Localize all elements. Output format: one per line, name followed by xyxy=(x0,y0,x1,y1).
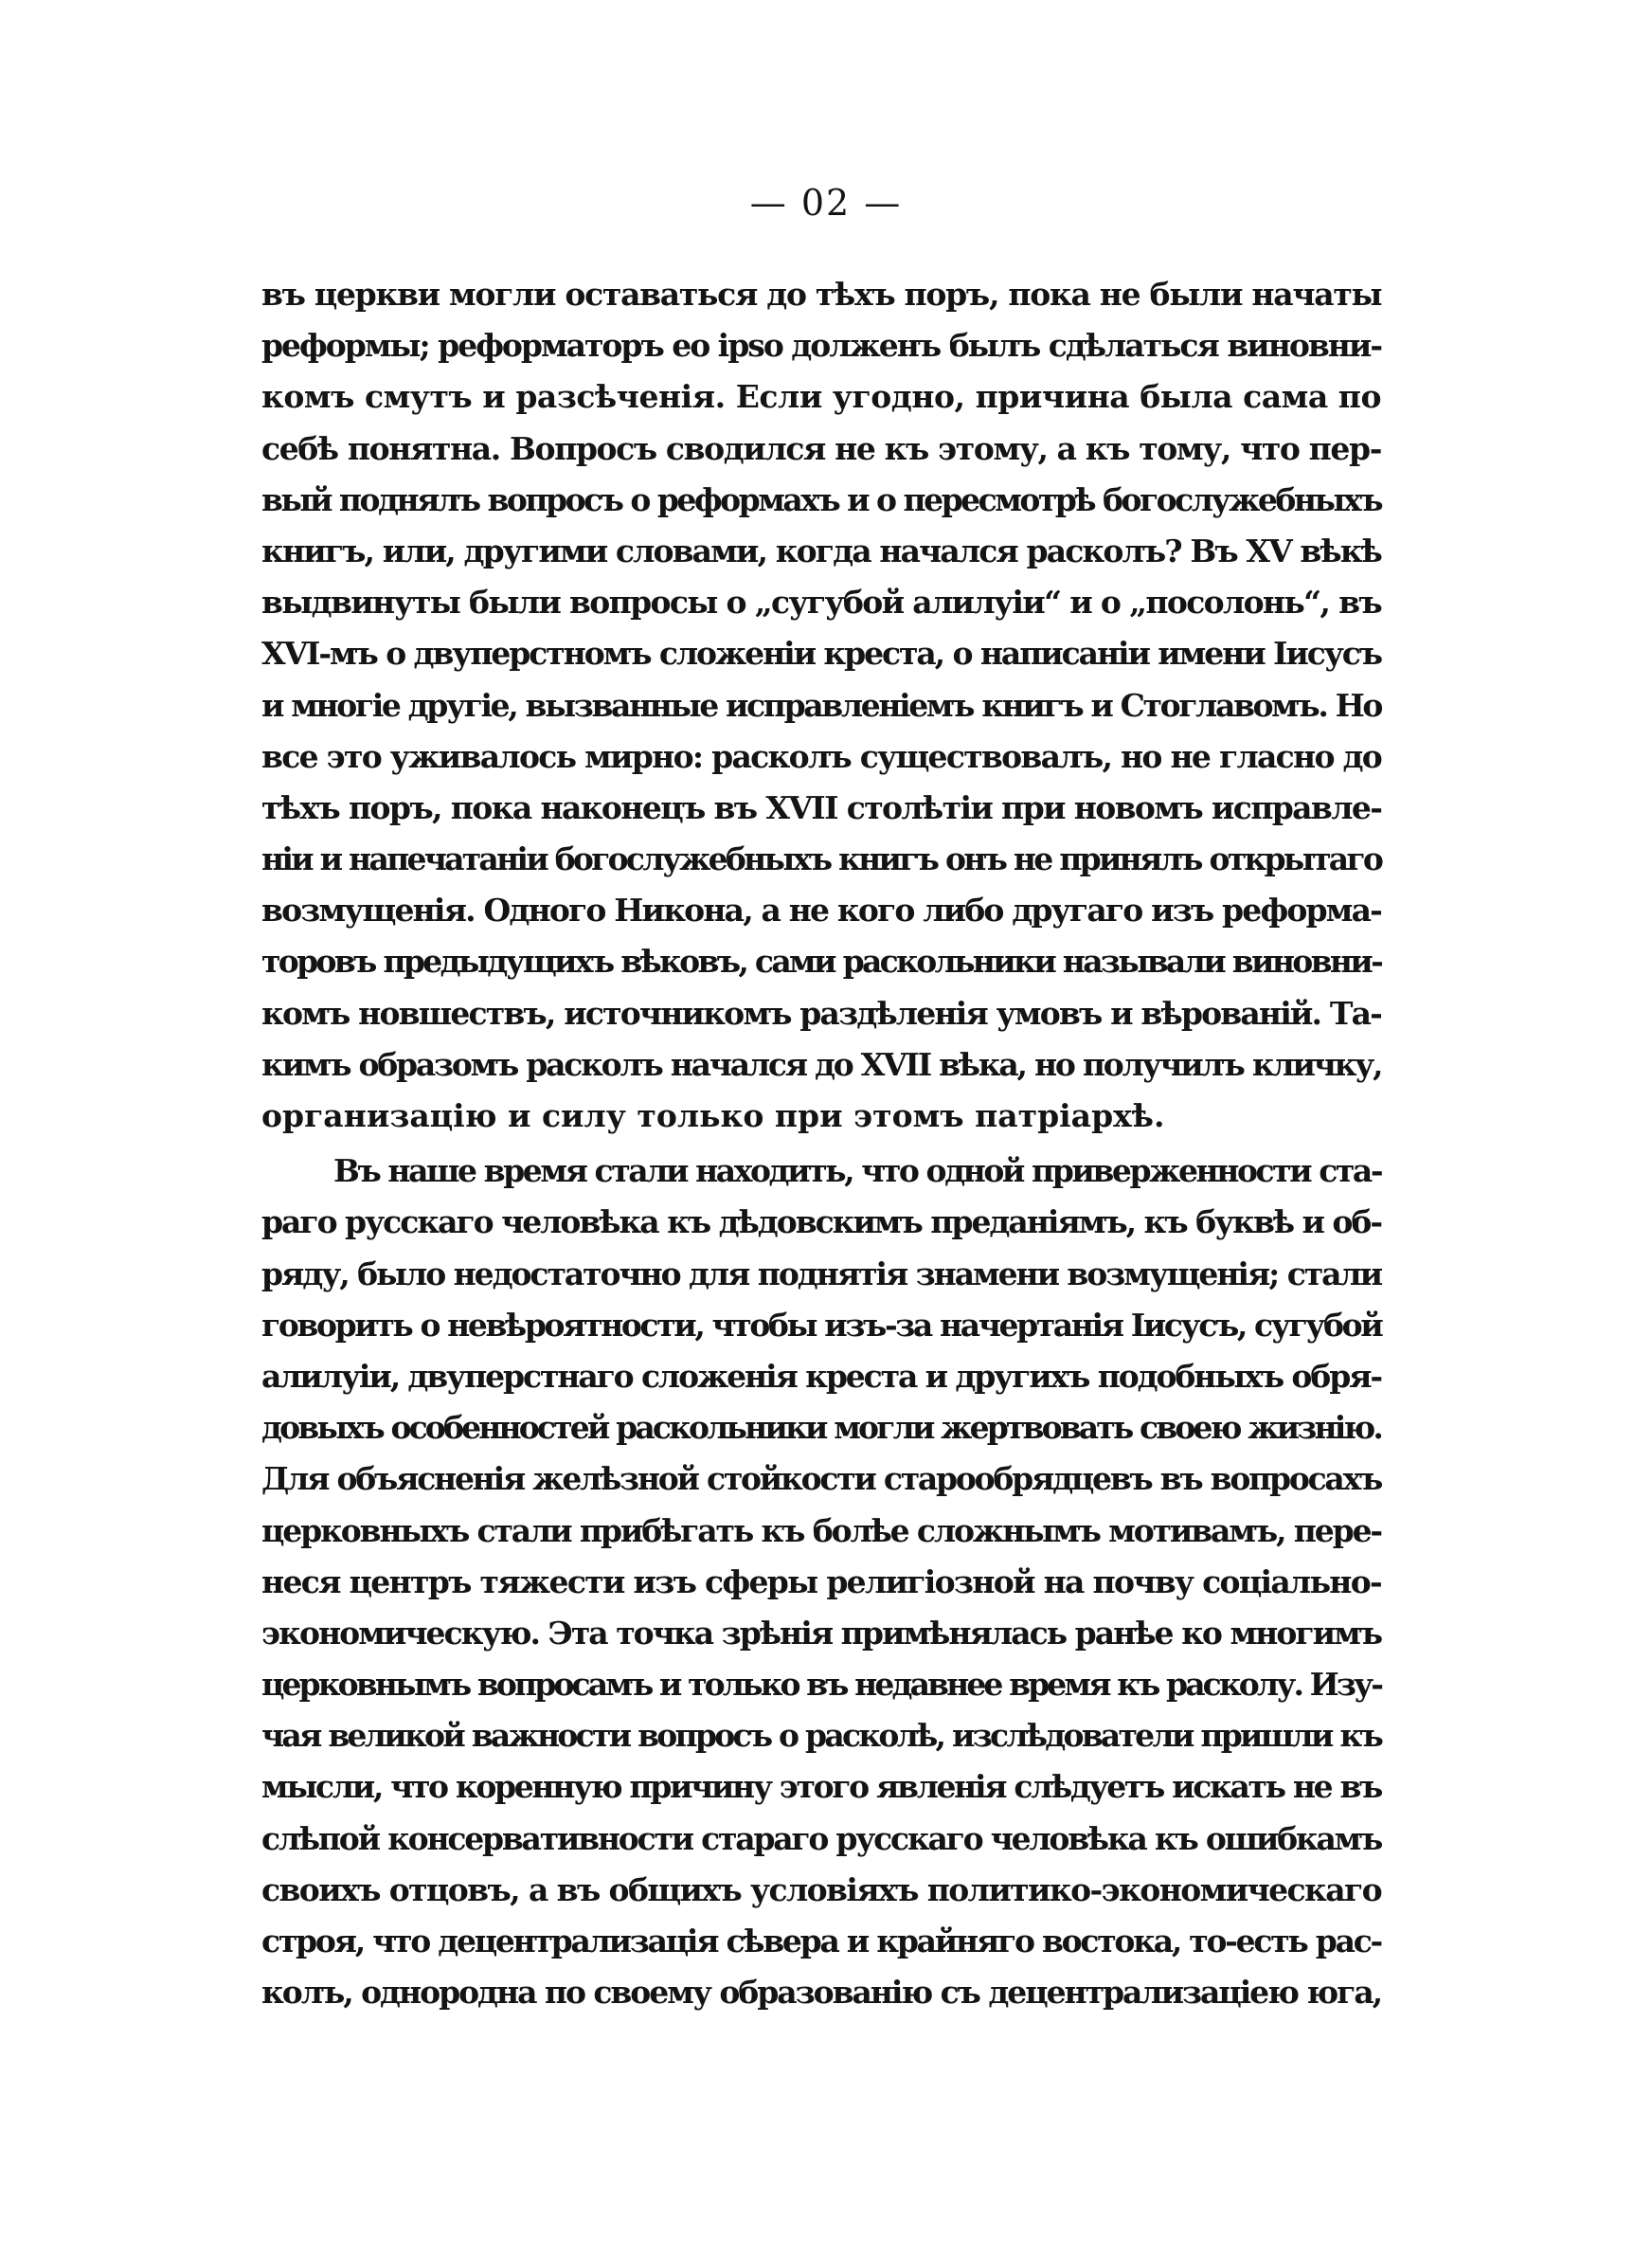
text-line: мысли, что коренную причину этого явленія слѣдуетъ искать не въ xyxy=(261,1768,1381,1806)
body-text xyxy=(261,269,1381,2018)
text-line: церковнымъ вопросамъ и только въ недавнее время къ расколу. Изу- xyxy=(261,1666,1382,1704)
text-line: Въ наше время стали находить, что одной приверженности ста- xyxy=(333,1152,1382,1190)
text-line: торовъ предыдущихъ вѣковъ, сами раскольники называли виновни- xyxy=(261,943,1382,981)
text-line: все это уживалось мирно: расколъ существовалъ, но не гласно до xyxy=(261,737,1382,775)
text-line: своихъ отцовъ, а въ общихъ условіяхъ политико-экономическаго xyxy=(261,1870,1381,1908)
text-line: Для объясненія желѣзной стойкости старообрядцевъ въ вопросахъ xyxy=(261,1460,1382,1498)
text-line: алилуіи, двуперстнаго сложенія креста и другихъ подобныхъ обря- xyxy=(261,1357,1381,1395)
text-line: и многіе другіе, вызванные исправленіемъ книгъ и Стоглавомъ. Но xyxy=(261,686,1381,724)
text-line: организацію и силу только при этомъ патріархѣ. xyxy=(261,1097,1165,1134)
paragraph-2 xyxy=(261,1146,1381,2018)
text-line: ніи и напечатаніи богослужебныхъ книгъ онъ не принялъ открытаго xyxy=(261,840,1382,878)
text-line: строя, что децентрализація сѣвера и крайняго востока, то-есть рас- xyxy=(261,1923,1381,1959)
text-line: кимъ образомъ расколъ начался до XVII вѣка, но получилъ кличку, xyxy=(261,1045,1382,1083)
text-line: комъ новшествъ, источникомъ раздѣленія умовъ и вѣрованій. Та- xyxy=(261,994,1381,1032)
text-line: говорить о невѣроятности, чтобы изъ-за начертанія Іисусъ, сугубой xyxy=(261,1306,1382,1344)
text-line: вый поднялъ вопросъ о реформахъ и о пересмотрѣ богослужебныхъ xyxy=(261,480,1381,518)
text-line: возмущенія. Одного Никона, а не кого либо другаго изъ реформа- xyxy=(261,892,1381,930)
page-number: — 02 — xyxy=(749,182,903,224)
text-line: себѣ понятна. Вопросъ сводился не къ этому, а къ тому, что пер- xyxy=(261,429,1381,467)
text-line: чая великой важности вопросъ о расколѣ, изслѣдователи пришли къ xyxy=(261,1717,1381,1755)
text-line: тѣхъ поръ, пока наконецъ въ XVII столѣтіи при новомъ исправле- xyxy=(261,788,1382,826)
text-line: довыхъ особенностей раскольники могли жертвовать своею жизнію. xyxy=(261,1409,1381,1447)
text-line: раго русскаго человѣка къ дѣдовскимъ преданіямъ, къ буквѣ и об- xyxy=(261,1203,1382,1241)
text-line: книгъ, или, другими словами, когда начался расколъ? Въ XV вѣкѣ xyxy=(261,532,1381,569)
text-line: выдвинуты были вопросы о „сугубой алилуіи“ и о „посолонь“, въ xyxy=(261,584,1381,622)
text-line: неся центръ тяжести изъ сферы религіозной на почву соціально- xyxy=(261,1562,1381,1600)
text-line: колъ, однородна по своему образованію съ децентрализаціею юга, xyxy=(261,1974,1382,2012)
text-line: экономическую. Эта точка зрѣнія примѣнялась ранѣе ко многимъ xyxy=(261,1614,1382,1652)
text-line: церковныхъ стали прибѣгать къ болѣе сложнымъ мотивамъ, пере- xyxy=(261,1511,1381,1549)
text-line: ряду, было недостаточно для поднятія знамени возмущенія; стали xyxy=(261,1255,1381,1292)
text-line: слѣпой консервативности стараго русскаго человѣка къ ошибкамъ xyxy=(261,1819,1382,1857)
text-line: комъ смутъ и разсѣченія. Если угодно, причина была сама по xyxy=(261,378,1381,416)
text-line: въ церкви могли оставаться до тѣхъ поръ, пока не были начаты xyxy=(261,276,1382,313)
text-line: реформы; реформаторъ eo ipso долженъ былъ сдѣлаться виновни- xyxy=(261,327,1381,365)
text-line: XVI-мъ о двуперстномъ сложеніи креста, о написаніи имени Іисусъ xyxy=(261,635,1381,673)
paragraph-1 xyxy=(261,269,1381,1142)
